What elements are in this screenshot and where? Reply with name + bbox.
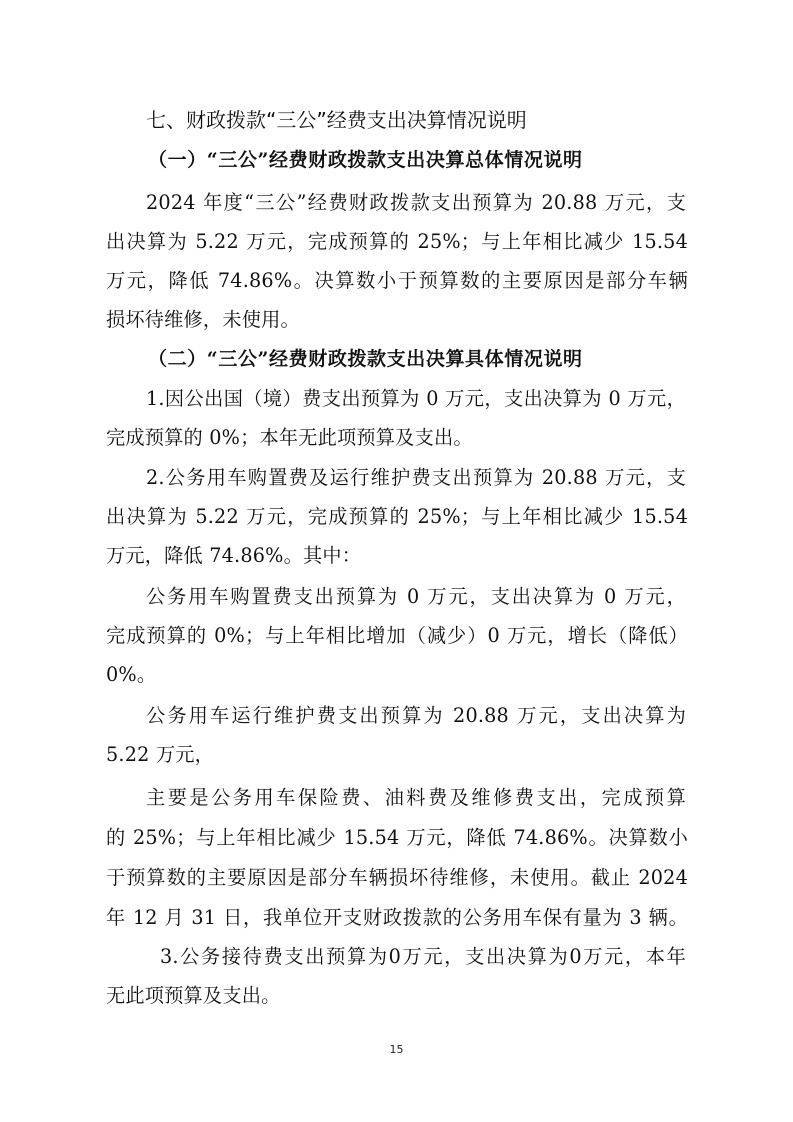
paragraph-line: 5.22 万元， bbox=[106, 743, 214, 766]
paragraph-line: 公务用车购置费支出预算为 0 万元，支出决算为 0 万元， bbox=[146, 585, 686, 608]
paragraph-line: 0%。 bbox=[106, 663, 157, 686]
paragraph-line: 无此项预算及支出。 bbox=[106, 984, 281, 1007]
paragraph-line: 万元，降低 74.86%。其中： bbox=[106, 544, 362, 567]
paragraph-line: 完成预算的 0%；与上年相比增加（减少）0 万元，增长（降低） bbox=[106, 624, 688, 647]
paragraph-line: 2024 年度“三公”经费财政拨款支出预算为 20.88 万元，支 bbox=[146, 191, 686, 214]
subsection-2-heading: （二）“三公”经费财政拨款支出决算具体情况说明 bbox=[148, 348, 583, 370]
page-number: 15 bbox=[389, 1043, 404, 1056]
paragraph-line: 完成预算的 0%；本年无此项预算及支出。 bbox=[106, 426, 473, 449]
subsection-1-heading: （一）“三公”经费财政拨款支出决算总体情况说明 bbox=[148, 149, 583, 171]
paragraph-line: 公务用车运行维护费支出预算为 20.88 万元，支出决算为 bbox=[146, 704, 686, 727]
paragraph-line: 损坏待维修，未使用。 bbox=[106, 308, 300, 331]
paragraph-line: 2.公务用车购置费及运行维护费支出预算为 20.88 万元，支 bbox=[146, 466, 686, 489]
paragraph-line: 主要是公务用车保险费、油料费及维修费支出，完成预算 bbox=[146, 786, 686, 809]
paragraph-line: 万元，降低 74.86%。决算数小于预算数的主要原因是部分车辆 bbox=[106, 269, 688, 292]
section-title: 七、财政拨款“三公”经费支出决算情况说明 bbox=[146, 108, 527, 132]
paragraph-line: 年 12 月 31 日，我单位开支财政拨款的公务用车保有量为 3 辆。 bbox=[106, 906, 688, 929]
paragraph-line: 出决算为 5.22 万元，完成预算的 25%；与上年相比减少 15.54 bbox=[106, 230, 688, 253]
paragraph-line: 的 25%；与上年相比减少 15.54 万元，降低 74.86%。决算数小 bbox=[106, 826, 688, 849]
paragraph-line: 于预算数的主要原因是部分车辆损坏待维修，未使用。截止 2024 bbox=[106, 866, 688, 889]
paragraph-line: 3.公务接待费支出预算为0万元，支出决算为0万元，本年 bbox=[160, 945, 686, 968]
paragraph-line: 1.因公出国（境）费支出预算为 0 万元，支出决算为 0 万元， bbox=[146, 387, 686, 410]
paragraph-line: 出决算为 5.22 万元，完成预算的 25%；与上年相比减少 15.54 bbox=[106, 505, 688, 528]
